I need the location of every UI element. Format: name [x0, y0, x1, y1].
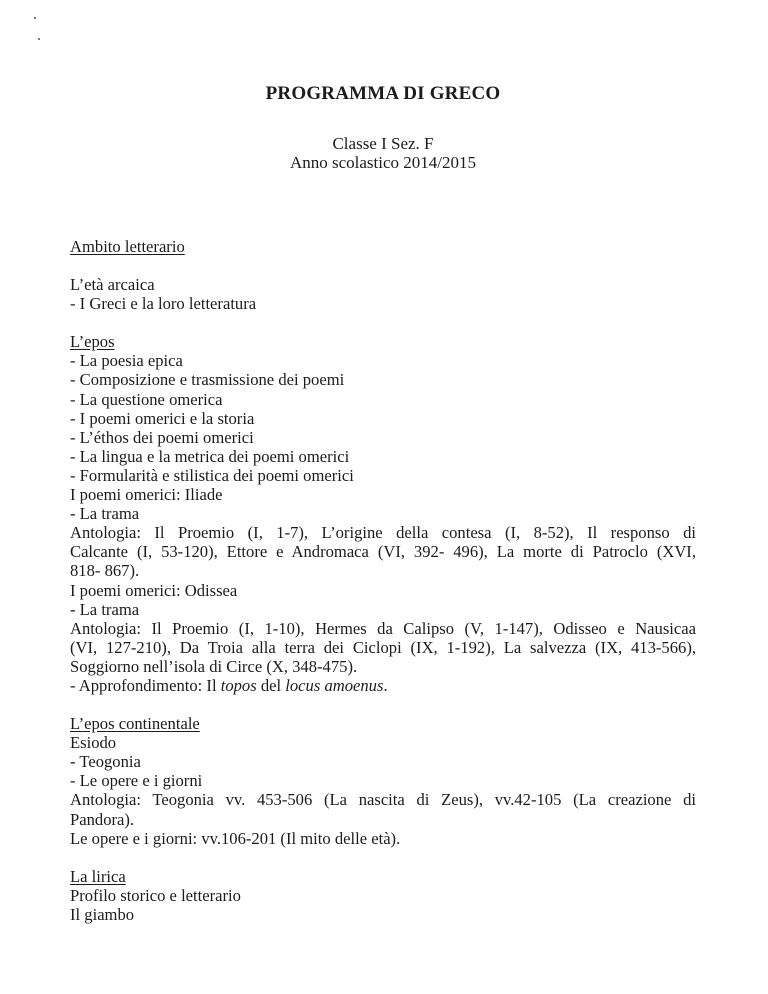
list-item: - La lingua e la metrica dei poemi omerici	[70, 446, 350, 466]
list-item: - La trama	[70, 504, 140, 524]
document-body	[70, 237, 696, 924]
section-heading-lirica: La lirica	[70, 866, 126, 886]
text-line: Il giambo	[70, 904, 135, 924]
antologia-line: (VI, 127-210), Da Troia alla terra dei Ciclopi (IX, 1-192), La salvezza (IX, 413-566),	[70, 637, 696, 657]
scan-speck	[38, 38, 40, 40]
approfondimento-suffix: .	[383, 675, 388, 695]
antologia-line: Antologia: Teogonia vv. 453-506 (La nascita di Zeus), vv.42-105 (La creazione di	[70, 790, 696, 810]
antologia-line: Antologia: Il Proemio (I, 1-10), Hermes da Calipso (V, 1-147), Odisseo e Nausicaa	[70, 618, 696, 638]
list-item: - I poemi omerici e la storia	[70, 408, 255, 428]
antologia-line: Calcante (I, 53-120), Ettore e Andromaca (VI, 392- 496), La morte di Patroclo (XVI,	[70, 542, 696, 562]
section-heading-epos-continentale: L’epos continentale	[70, 714, 200, 734]
text-line: Profilo storico e letterario	[70, 885, 241, 905]
approfondimento-line	[70, 676, 696, 695]
antologia-line: 818- 867).	[70, 561, 140, 581]
antologia-line: Antologia: Il Proemio (I, 1-7), L’origine della contesa (I, 8-52), Il responso di	[70, 523, 696, 543]
list-item: - Le opere e i giorni	[70, 771, 203, 791]
text-line: L’età arcaica	[70, 275, 155, 295]
list-item: - Teogonia	[70, 752, 141, 772]
class-line: Classe I Sez. F	[332, 134, 434, 153]
school-year-line: Anno scolastico 2014/2015	[289, 153, 477, 172]
text-line: I poemi omerici: Odissea	[70, 580, 238, 600]
section-heading-ambito: Ambito letterario	[70, 237, 185, 256]
list-item: - La trama	[70, 599, 140, 619]
list-item: - L’éthos dei poemi omerici	[70, 427, 254, 447]
list-item: - Formularità e stilistica dei poemi omerici	[70, 465, 354, 485]
text-line: Esiodo	[70, 733, 117, 753]
text-line: Le opere e i giorni: vv.106-201 (Il mito delle età).	[70, 828, 401, 848]
section-heading-epos: L’epos	[70, 332, 115, 352]
list-item: - La questione omerica	[70, 389, 223, 409]
antologia-line: Soggiorno nell’isola di Circe (X, 348-475).	[70, 656, 358, 676]
approfondimento-middle: del	[256, 675, 286, 695]
antologia-line: Pandora).	[70, 809, 135, 829]
topos-term: topos	[220, 675, 257, 695]
list-item: - Composizione e trasmissione dei poemi	[70, 370, 345, 390]
text-line: I poemi omerici: Iliade	[70, 485, 223, 505]
list-item: - La poesia epica	[70, 351, 183, 371]
text-line: - I Greci e la loro letteratura	[70, 294, 257, 314]
scan-speck	[34, 17, 36, 19]
approfondimento-prefix: - Approfondimento: Il	[70, 675, 221, 695]
document-title: PROGRAMMA DI GRECO	[265, 83, 501, 104]
locus-amoenus-term: locus amoenus	[285, 675, 384, 695]
